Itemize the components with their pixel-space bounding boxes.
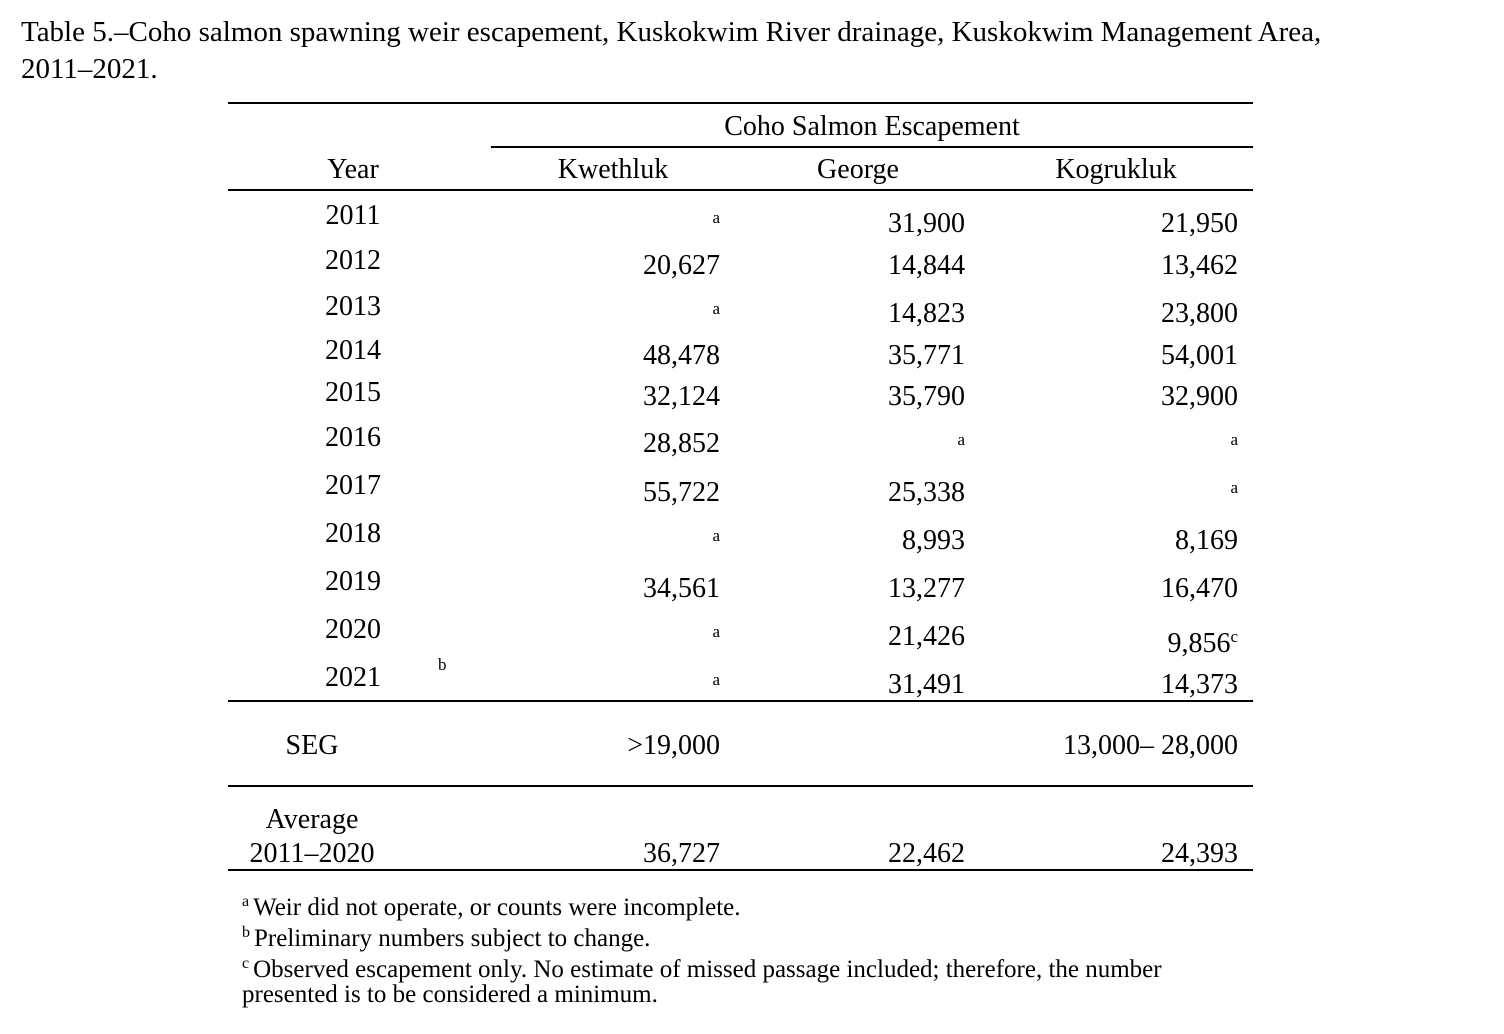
george-cell: 35,790	[888, 381, 965, 412]
george-cell: 14,844	[888, 250, 965, 281]
kogrukluk-cell: 54,001	[1161, 340, 1238, 371]
kogrukluk-footnote-a: a	[1230, 430, 1238, 449]
kogrukluk-cell: 21,950	[1161, 208, 1238, 239]
header-george: George	[817, 154, 899, 185]
kogrukluk-cell: 14,373	[1161, 669, 1238, 700]
footnote-c-text-line-2: presented is to be considered a minimum.	[242, 981, 658, 1008]
kogrukluk-cell: 13,462	[1161, 250, 1238, 281]
kwethluk-cell: 32,124	[643, 381, 720, 412]
footnote-b-mark: b	[242, 924, 250, 941]
kogrukluk-cell: 32,900	[1161, 381, 1238, 412]
kogrukluk-cell-with-note	[1070, 621, 1238, 660]
kwethluk-footnote-a: a	[712, 526, 720, 545]
average-label-line-2: 2011–2020	[249, 838, 375, 869]
kwethluk-cell: 28,852	[643, 428, 720, 459]
george-cell: 35,771	[888, 340, 965, 371]
top-rule	[228, 102, 1253, 104]
footnote-b-text: Preliminary numbers subject to change.	[254, 925, 651, 952]
george-footnote-a: a	[957, 430, 965, 449]
george-cell: 8,993	[902, 525, 965, 556]
header-kwethluk: Kwethluk	[557, 154, 669, 185]
kogrukluk-footnote-a: a	[1230, 478, 1238, 497]
table-caption	[21, 14, 1481, 88]
year-cell: 2017	[325, 470, 381, 501]
header-kogrukluk: Kogrukluk	[1055, 154, 1177, 185]
header-group-label: Coho Salmon Escapement	[724, 111, 1020, 142]
george-cell: 25,338	[888, 477, 965, 508]
footnote-c-mark: c	[242, 955, 250, 972]
george-cell: 21,426	[888, 621, 965, 652]
group-header-rule	[491, 146, 1253, 148]
kwethluk-cell: 55,722	[643, 477, 720, 508]
year-cell: 2018	[325, 518, 381, 549]
seg-kwethluk: >19,000	[627, 730, 720, 761]
kogrukluk-cell: 8,169	[1175, 525, 1238, 556]
kwethluk-footnote-a: a	[712, 299, 720, 318]
kwethluk-footnote-a: a	[712, 208, 720, 227]
footnote-c-text-line-1: Observed escapement only. No estimate of missed passage included; therefore, the number	[253, 956, 1162, 983]
year-cell: 2011	[325, 200, 381, 231]
header-year: Year	[327, 154, 379, 185]
year-cell: 2016	[325, 422, 381, 453]
average-label-line-1: Average	[265, 804, 359, 835]
kogrukluk-value: 9,856	[1167, 628, 1231, 659]
average-kwethluk: 36,727	[643, 838, 720, 869]
year-cell: 2019	[325, 566, 381, 597]
kogrukluk-footnote-c: c	[1230, 627, 1238, 646]
kwethluk-cell: 34,561	[643, 573, 720, 604]
footnote-a-text: Weir did not operate, or counts were incomplete.	[253, 894, 741, 921]
year-footnote-b: b	[438, 655, 447, 674]
caption-line-2: 2011–2021.	[21, 53, 158, 85]
kwethluk-footnote-a: a	[712, 622, 720, 641]
seg-bottom-rule	[228, 785, 1253, 787]
kogrukluk-cell: 23,800	[1161, 298, 1238, 329]
kwethluk-cell: 48,478	[643, 340, 720, 371]
year-cell: 2013	[325, 291, 381, 322]
george-cell: 31,900	[888, 208, 965, 239]
caption-line-1: Table 5.–Coho salmon spawning weir escapement, Kuskokwim River drainage, Kuskokwim Management Area,	[21, 16, 1322, 48]
kogrukluk-cell: 16,470	[1161, 573, 1238, 604]
kwethluk-footnote-a: a	[712, 670, 720, 689]
george-cell: 14,823	[888, 298, 965, 329]
footnote-c-continued	[242, 979, 1262, 1010]
average-kogrukluk: 24,393	[1161, 838, 1238, 869]
kwethluk-cell: 20,627	[643, 250, 720, 281]
year-cell: 2014	[325, 335, 381, 366]
header-bottom-rule	[228, 189, 1253, 191]
average-george: 22,462	[888, 838, 965, 869]
year-cell: 2012	[325, 245, 381, 276]
year-cell: 2021	[325, 662, 381, 693]
year-cell: 2015	[325, 377, 381, 408]
seg-label: SEG	[285, 730, 339, 761]
footnote-a-mark: a	[242, 893, 250, 910]
george-cell: 13,277	[888, 573, 965, 604]
george-cell: 31,491	[888, 669, 965, 700]
year-cell: 2020	[325, 614, 381, 645]
seg-kogrukluk: 13,000– 28,000	[1063, 730, 1238, 761]
